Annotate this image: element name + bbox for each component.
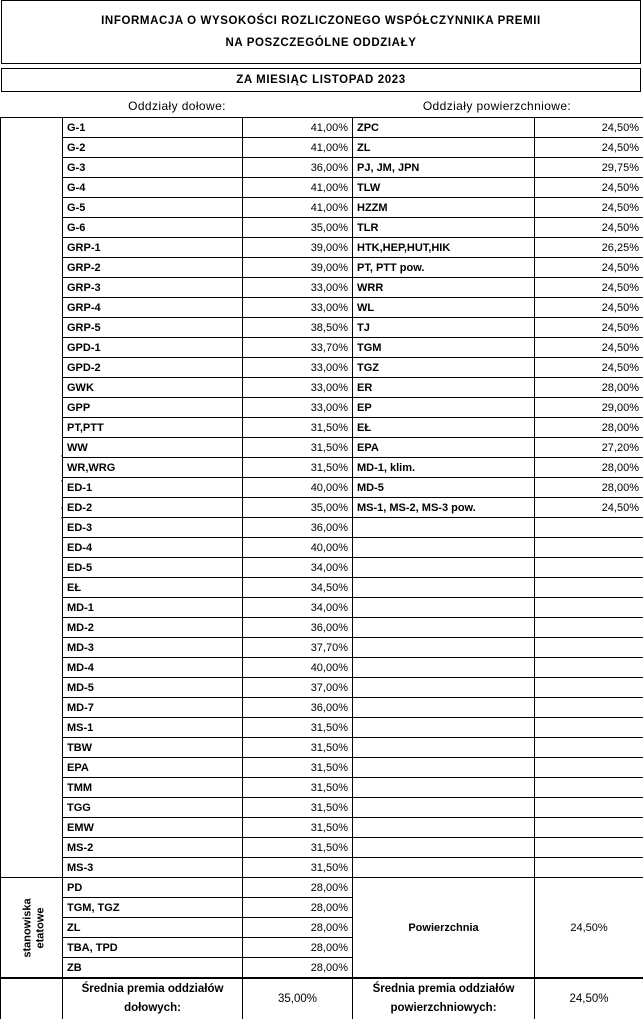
avg-underground-label (63, 979, 243, 1019)
table-row (1, 658, 643, 678)
surface-unit-value: 29,00% (535, 398, 643, 418)
surface-unit-value: 27,20% (535, 438, 643, 458)
surface-unit-name: HTK,HEP,HUT,HIK (353, 238, 535, 258)
table-row (1, 198, 643, 218)
surface-empty-cell (535, 618, 643, 638)
underground-unit-name: MS-2 (63, 838, 243, 858)
surface-unit-value: 24,50% (535, 338, 643, 358)
staff-unit-name: TBA, TPD (63, 938, 243, 958)
group-staff-label-line1: stanowiska (21, 897, 34, 958)
underground-unit-name: G-2 (63, 138, 243, 158)
underground-unit-name: GPD-1 (63, 338, 243, 358)
underground-unit-value: 31,50% (243, 818, 353, 838)
surface-empty-cell (353, 818, 535, 838)
surface-empty-cell (353, 838, 535, 858)
table-row (1, 258, 643, 278)
underground-unit-name: PT,PTT (63, 418, 243, 438)
surface-empty-cell (353, 718, 535, 738)
surface-unit-name: ZL (353, 138, 535, 158)
title-line-2: NA POSZCZEGÓLNE ODDZIAŁY (225, 37, 417, 49)
surface-empty-cell (535, 658, 643, 678)
underground-unit-name: EŁ (63, 578, 243, 598)
averages-table (0, 978, 643, 1019)
surface-empty-cell (353, 538, 535, 558)
surface-unit-name: HZZM (353, 198, 535, 218)
surface-empty-cell (535, 578, 643, 598)
underground-unit-value: 31,50% (243, 758, 353, 778)
table-row (1, 118, 643, 138)
surface-empty-cell (353, 778, 535, 798)
surface-unit-name: ZPC (353, 118, 535, 138)
premium-table (0, 117, 643, 978)
table-row (1, 158, 643, 178)
underground-unit-value: 40,00% (243, 478, 353, 498)
surface-unit-name: EP (353, 398, 535, 418)
table-row (1, 638, 643, 658)
surface-unit-name: TLW (353, 178, 535, 198)
surface-unit-name: EŁ (353, 418, 535, 438)
underground-unit-name: MD-4 (63, 658, 243, 678)
underground-unit-name: GRP-2 (63, 258, 243, 278)
avg-surface-label-line1: Średnia premia oddziałów (372, 983, 515, 995)
table-row (1, 738, 643, 758)
surface-empty-cell (353, 658, 535, 678)
table-row (1, 318, 643, 338)
avg-underground-label-line1: Średnia premia oddziałów (81, 983, 224, 995)
surface-unit-value: 24,50% (535, 118, 643, 138)
surface-unit-value: 24,50% (535, 198, 643, 218)
surface-unit-name: MD-5 (353, 478, 535, 498)
group-staff (1, 878, 63, 978)
staff-unit-value: 28,00% (243, 918, 353, 938)
surface-empty-cell (353, 678, 535, 698)
underground-unit-name: MD-3 (63, 638, 243, 658)
surface-empty-cell (535, 818, 643, 838)
surface-empty-cell (353, 518, 535, 538)
surface-unit-name: TLR (353, 218, 535, 238)
staff-unit-value: 28,00% (243, 898, 353, 918)
table-row (1, 338, 643, 358)
surface-unit-name: WRR (353, 278, 535, 298)
surface-unit-value: 24,50% (535, 498, 643, 518)
table-row (1, 878, 643, 898)
underground-unit-value: 31,50% (243, 418, 353, 438)
surface-unit-value: 29,75% (535, 158, 643, 178)
underground-unit-value: 33,00% (243, 298, 353, 318)
table-row (1, 358, 643, 378)
month-box (1, 68, 641, 92)
table-row (1, 438, 643, 458)
underground-unit-value: 36,00% (243, 698, 353, 718)
surface-empty-cell (535, 638, 643, 658)
underground-unit-name: GRP-1 (63, 238, 243, 258)
surface-unit-name: TGM (353, 338, 535, 358)
underground-unit-name: TBW (63, 738, 243, 758)
surface-empty-cell (353, 798, 535, 818)
table-row (1, 238, 643, 258)
surface-staff-value: 24,50% (535, 878, 643, 978)
underground-unit-name: EMW (63, 818, 243, 838)
group-staff-label (22, 898, 48, 957)
underground-unit-value: 36,00% (243, 158, 353, 178)
underground-unit-name: GPD-2 (63, 358, 243, 378)
surface-empty-cell (353, 858, 535, 878)
underground-unit-name: MS-1 (63, 718, 243, 738)
surface-unit-value: 24,50% (535, 258, 643, 278)
underground-unit-value: 31,50% (243, 798, 353, 818)
underground-unit-value: 35,00% (243, 498, 353, 518)
surface-empty-cell (535, 598, 643, 618)
surface-unit-value: 28,00% (535, 458, 643, 478)
surface-empty-cell (535, 758, 643, 778)
underground-unit-value: 33,00% (243, 278, 353, 298)
table-row (1, 398, 643, 418)
surface-empty-cell (535, 718, 643, 738)
group-staff-label-line2: etatowe (34, 907, 47, 948)
table-row (1, 818, 643, 838)
surface-unit-value: 24,50% (535, 298, 643, 318)
underground-unit-name: TMM (63, 778, 243, 798)
table-row (1, 578, 643, 598)
underground-unit-name: MS-3 (63, 858, 243, 878)
table-row (1, 678, 643, 698)
table-row (1, 218, 643, 238)
underground-unit-name: MD-2 (63, 618, 243, 638)
underground-unit-name: GPP (63, 398, 243, 418)
underground-unit-value: 37,70% (243, 638, 353, 658)
underground-unit-value: 37,00% (243, 678, 353, 698)
underground-unit-name: G-4 (63, 178, 243, 198)
surface-empty-cell (353, 638, 535, 658)
underground-unit-name: MD-7 (63, 698, 243, 718)
surface-empty-cell (353, 558, 535, 578)
underground-unit-value: 39,00% (243, 258, 353, 278)
underground-unit-value: 33,00% (243, 398, 353, 418)
surface-empty-cell (535, 698, 643, 718)
staff-unit-name: ZL (63, 918, 243, 938)
underground-unit-name: GRP-5 (63, 318, 243, 338)
table-row (1, 858, 643, 878)
table-row (1, 498, 643, 518)
surface-unit-name: WL (353, 298, 535, 318)
table-row (1, 618, 643, 638)
table-row (1, 798, 643, 818)
underground-unit-value: 31,50% (243, 838, 353, 858)
underground-unit-value: 38,50% (243, 318, 353, 338)
underground-unit-name: ED-5 (63, 558, 243, 578)
avg-surface-label-line2: powierzchniowych: (390, 1002, 497, 1014)
table-row (1, 458, 643, 478)
underground-unit-value: 33,00% (243, 378, 353, 398)
avg-underground-label-line2: dołowych: (124, 1002, 181, 1014)
underground-unit-value: 34,00% (243, 598, 353, 618)
underground-unit-value: 36,00% (243, 618, 353, 638)
underground-unit-value: 33,70% (243, 338, 353, 358)
surface-unit-name: PT, PTT pow. (353, 258, 535, 278)
underground-unit-value: 41,00% (243, 118, 353, 138)
surface-unit-value: 28,00% (535, 418, 643, 438)
table-row (1, 698, 643, 718)
surface-empty-cell (535, 838, 643, 858)
surface-unit-value: 24,50% (535, 138, 643, 158)
avg-underground-value: 35,00% (243, 979, 353, 1019)
header-underground: Oddziały dołowe: (128, 99, 226, 113)
surface-empty-cell (353, 738, 535, 758)
surface-empty-cell (535, 678, 643, 698)
underground-unit-value: 35,00% (243, 218, 353, 238)
staff-unit-value: 28,00% (243, 958, 353, 978)
surface-unit-value: 24,50% (535, 278, 643, 298)
table-row (1, 538, 643, 558)
underground-unit-value: 40,00% (243, 538, 353, 558)
underground-unit-name: GRP-4 (63, 298, 243, 318)
table-row (1, 478, 643, 498)
premium-table-body (1, 118, 643, 978)
underground-unit-name: G-3 (63, 158, 243, 178)
table-row (1, 558, 643, 578)
table-row (1, 598, 643, 618)
surface-empty-cell (353, 578, 535, 598)
surface-empty-cell (535, 798, 643, 818)
underground-unit-value: 33,00% (243, 358, 353, 378)
underground-unit-value: 41,00% (243, 198, 353, 218)
underground-unit-name: WR,WRG (63, 458, 243, 478)
staff-unit-name: TGM, TGZ (63, 898, 243, 918)
surface-unit-value: 24,50% (535, 218, 643, 238)
surface-unit-name: MD-1, klim. (353, 458, 535, 478)
table-row (1, 378, 643, 398)
underground-unit-name: GWK (63, 378, 243, 398)
underground-unit-name: EPA (63, 758, 243, 778)
avg-surface-value: 24,50% (535, 979, 643, 1019)
table-row (1, 838, 643, 858)
surface-unit-value: 26,25% (535, 238, 643, 258)
underground-unit-name: ED-3 (63, 518, 243, 538)
underground-unit-name: G-6 (63, 218, 243, 238)
surface-unit-name: TGZ (353, 358, 535, 378)
underground-unit-value: 40,00% (243, 658, 353, 678)
underground-unit-name: ED-1 (63, 478, 243, 498)
group-workers (1, 118, 63, 878)
surface-unit-name: TJ (353, 318, 535, 338)
underground-unit-value: 41,00% (243, 138, 353, 158)
underground-unit-value: 31,50% (243, 718, 353, 738)
averages-empty-cell (1, 979, 63, 1019)
underground-unit-name: GRP-3 (63, 278, 243, 298)
underground-unit-name: G-5 (63, 198, 243, 218)
surface-unit-name: ER (353, 378, 535, 398)
header-surface: Oddziały powierzchniowe: (422, 99, 572, 113)
underground-unit-value: 36,00% (243, 518, 353, 538)
underground-unit-value: 31,50% (243, 738, 353, 758)
title-line-1: INFORMACJA O WYSOKOŚCI ROZLICZONEGO WSPÓŁCZYNNIKA PREMII (101, 15, 541, 27)
underground-unit-name: MD-5 (63, 678, 243, 698)
table-row (1, 418, 643, 438)
avg-surface-label (353, 979, 535, 1019)
surface-empty-cell (535, 518, 643, 538)
surface-staff-name: Powierzchnia (353, 878, 535, 978)
surface-empty-cell (535, 558, 643, 578)
surface-empty-cell (353, 598, 535, 618)
underground-unit-value: 31,50% (243, 778, 353, 798)
table-row (1, 518, 643, 538)
surface-empty-cell (535, 538, 643, 558)
staff-unit-name: PD (63, 878, 243, 898)
surface-unit-value: 24,50% (535, 318, 643, 338)
underground-unit-name: TGG (63, 798, 243, 818)
underground-unit-value: 39,00% (243, 238, 353, 258)
surface-empty-cell (353, 618, 535, 638)
underground-unit-value: 31,50% (243, 438, 353, 458)
staff-unit-value: 28,00% (243, 878, 353, 898)
underground-unit-name: G-1 (63, 118, 243, 138)
table-row (1, 778, 643, 798)
surface-unit-name: EPA (353, 438, 535, 458)
table-row (1, 278, 643, 298)
surface-empty-cell (535, 858, 643, 878)
title-box (1, 0, 641, 64)
table-row (1, 758, 643, 778)
underground-unit-name: WW (63, 438, 243, 458)
surface-unit-name: PJ, JM, JPN (353, 158, 535, 178)
surface-unit-value: 28,00% (535, 478, 643, 498)
surface-unit-value: 24,50% (535, 358, 643, 378)
underground-unit-value: 34,50% (243, 578, 353, 598)
surface-empty-cell (535, 778, 643, 798)
surface-empty-cell (353, 758, 535, 778)
table-row (1, 138, 643, 158)
surface-unit-value: 28,00% (535, 378, 643, 398)
surface-empty-cell (353, 698, 535, 718)
underground-unit-value: 41,00% (243, 178, 353, 198)
surface-unit-value: 24,50% (535, 178, 643, 198)
underground-unit-name: MD-1 (63, 598, 243, 618)
underground-unit-value: 31,50% (243, 458, 353, 478)
underground-unit-name: ED-2 (63, 498, 243, 518)
underground-unit-name: ED-4 (63, 538, 243, 558)
month-label: ZA MIESIĄC LISTOPAD 2023 (236, 74, 406, 86)
staff-unit-value: 28,00% (243, 938, 353, 958)
underground-unit-value: 31,50% (243, 858, 353, 878)
table-row (1, 298, 643, 318)
surface-unit-name: MS-1, MS-2, MS-3 pow. (353, 498, 535, 518)
underground-unit-value: 34,00% (243, 558, 353, 578)
staff-unit-name: ZB (63, 958, 243, 978)
averages-row (1, 979, 643, 1019)
table-row (1, 178, 643, 198)
table-row (1, 718, 643, 738)
surface-empty-cell (535, 738, 643, 758)
